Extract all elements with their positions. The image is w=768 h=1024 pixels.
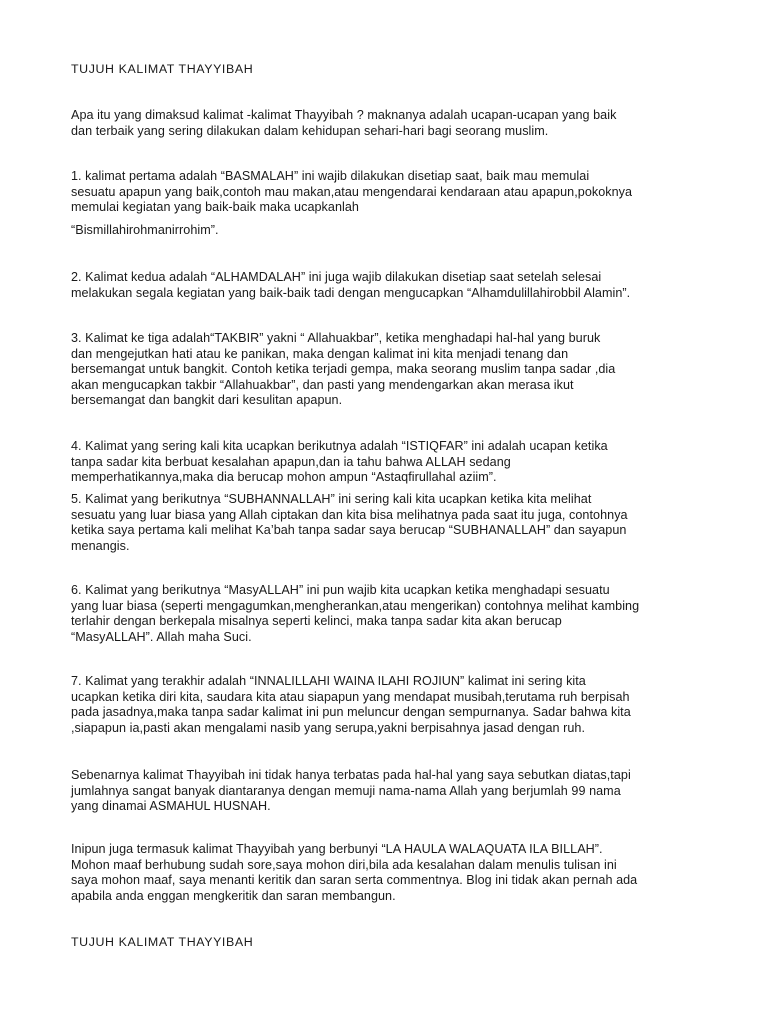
document-title <box>71 62 701 78</box>
text-line: 4. Kalimat yang sering kali kita ucapkan berikutnya adalah “ISTIQFAR” ini adalah ucapan ketika <box>71 439 608 453</box>
text-line: memperhatikannya,maka dia berucap mohon ampun “Astaqfirullahal aziim”. <box>71 470 497 484</box>
text-line: 3. Kalimat ke tiga adalah“TAKBIR” yakni “ Allahuakbar”, ketika menghadapi hal-hal yang buruk <box>71 331 601 345</box>
text-line: ,siapapun ia,pasti akan mengalami nasib yang serupa,yakni berpisahnya jasad dengan ruh. <box>71 720 586 735</box>
text-line: tanpa sadar kita berbuat kesalahan apapun,dan ia tahu bahwa ALLAH sedang <box>71 454 511 469</box>
text-line: 1. kalimat pertama adalah “BASMALAH” ini wajib dilakukan disetiap saat, baik mau memulai <box>71 169 590 183</box>
text-line: Sebenarnya kalimat Thayyibah ini tidak hanya terbatas pada hal-hal yang saya sebutkan diatas,tapi <box>71 768 631 782</box>
text-line: pada jasadnya,maka tanpa sadar kalimat ini pun meluncur dengan sempurnanya. Sadar bahwa kita <box>71 705 631 719</box>
text-line: melakukan segala kegiatan yang baik-baik tadi dengan mengucapkan “Alhamdulillahirobbil Alamin”. <box>71 285 631 300</box>
closing-paragraph-2 <box>71 842 701 904</box>
text-line: 7. Kalimat yang terakhir adalah “INNALILLAHI WAINA ILAHI ROJIUN” kalimat ini sering kita <box>71 674 586 688</box>
text-line: ketika saya pertama kali melihat Ka’bah tanpa sadar saya berucap “SUBHANALLAH” dan sayapun <box>71 523 627 537</box>
closing-paragraph-1 <box>71 768 701 815</box>
text-line: sesuatu apapun yang baik,contoh mau makan,atau mengendarai kendaraan atau apapun,pokoknya <box>71 184 633 199</box>
footer-title <box>71 935 701 951</box>
item-6-paragraph <box>71 583 701 645</box>
text-line: “MasyALLAH”. Allah maha Suci. <box>71 629 252 644</box>
text-line: dan mengejutkan hati atau ke panikan, maka dengan kalimat ini kita menjadi tenang dan <box>71 346 569 361</box>
text-line: ucapkan ketika diri kita, saudara kita atau siapapun yang mendapat musibah,terutama ruh berpisah <box>71 689 630 704</box>
text-line: bersemangat untuk bangkit. Contoh ketika terjadi gempa, maka seorang muslim tanpa sadar ,dia <box>71 362 616 376</box>
text-line: 2. Kalimat kedua adalah “ALHAMDALAH” ini juga wajib dilakukan disetiap saat setelah selesai <box>71 270 602 284</box>
text-line: akan mengucapkan takbir “Allahuakbar”, dan pasti yang mendengarkan akan merasa ikut <box>71 377 574 392</box>
text-line: Inipun juga termasuk kalimat Thayyibah yang berbunyi “LA HAULA WALAQUATA ILA BILLAH”. <box>71 842 603 856</box>
text-line: terlahir dengan berkepala misalnya seperti kelinci, maka tanpa sadar kita akan berucap <box>71 614 562 628</box>
intro-paragraph <box>71 108 701 139</box>
item-7-paragraph <box>71 674 701 736</box>
text-line: apabila anda enggan mengkeritik dan saran membangun. <box>71 888 396 903</box>
title-line: TUJUH KALIMAT THAYYIBAH <box>71 62 254 76</box>
text-line: 5. Kalimat yang berikutnya “SUBHANNALLAH” ini sering kali kita ucapkan ketika kita melihat <box>71 492 592 506</box>
text-line: dan terbaik yang sering dilakukan dalam kehidupan sehari-hari bagi seorang muslim. <box>71 123 549 138</box>
text-line: yang luar biasa (seperti mengagumkan,mengherankan,atau mengerikan) contohnya melihat kambing <box>71 598 640 613</box>
text-line: Apa itu yang dimaksud kalimat -kalimat Thayyibah ? maknanya adalah ucapan-ucapan yang baik <box>71 108 617 122</box>
item-1-quote <box>71 223 701 239</box>
text-line: jumlahnya sangat banyak diantaranya dengan memuji nama-nama Allah yang berjumlah 99 nama <box>71 783 621 798</box>
item-5-paragraph <box>71 492 701 554</box>
text-line: “Bismillahirohmanirrohim”. <box>71 223 219 237</box>
text-line: saya mohon maaf, saya menanti keritik dan saran serta commentnya. Blog ini tidak akan pernah ada <box>71 873 638 887</box>
text-line: sesuatu yang luar biasa yang Allah ciptakan dan kita bisa melihatnya pada saat itu juga, contohnya <box>71 507 628 522</box>
item-2-paragraph <box>71 270 701 301</box>
text-line: yang dinamai ASMAHUL HUSNAH. <box>71 799 271 813</box>
title-line: TUJUH KALIMAT THAYYIBAH <box>71 935 254 949</box>
text-line: Mohon maaf berhubung sudah sore,saya mohon diri,bila ada kesalahan dalam menulis tulisan ini <box>71 857 617 872</box>
item-1-paragraph <box>71 169 701 216</box>
item-3-paragraph <box>71 331 701 409</box>
text-line: menangis. <box>71 538 130 553</box>
text-line: bersemangat dan bangkit dari kesulitan apapun. <box>71 393 343 407</box>
text-line: memulai kegiatan yang baik-baik maka ucapkanlah <box>71 200 359 214</box>
text-line: 6. Kalimat yang berikutnya “MasyALLAH” ini pun wajib kita ucapkan ketika menghadapi sesuatu <box>71 583 610 597</box>
item-4-paragraph <box>71 439 701 486</box>
